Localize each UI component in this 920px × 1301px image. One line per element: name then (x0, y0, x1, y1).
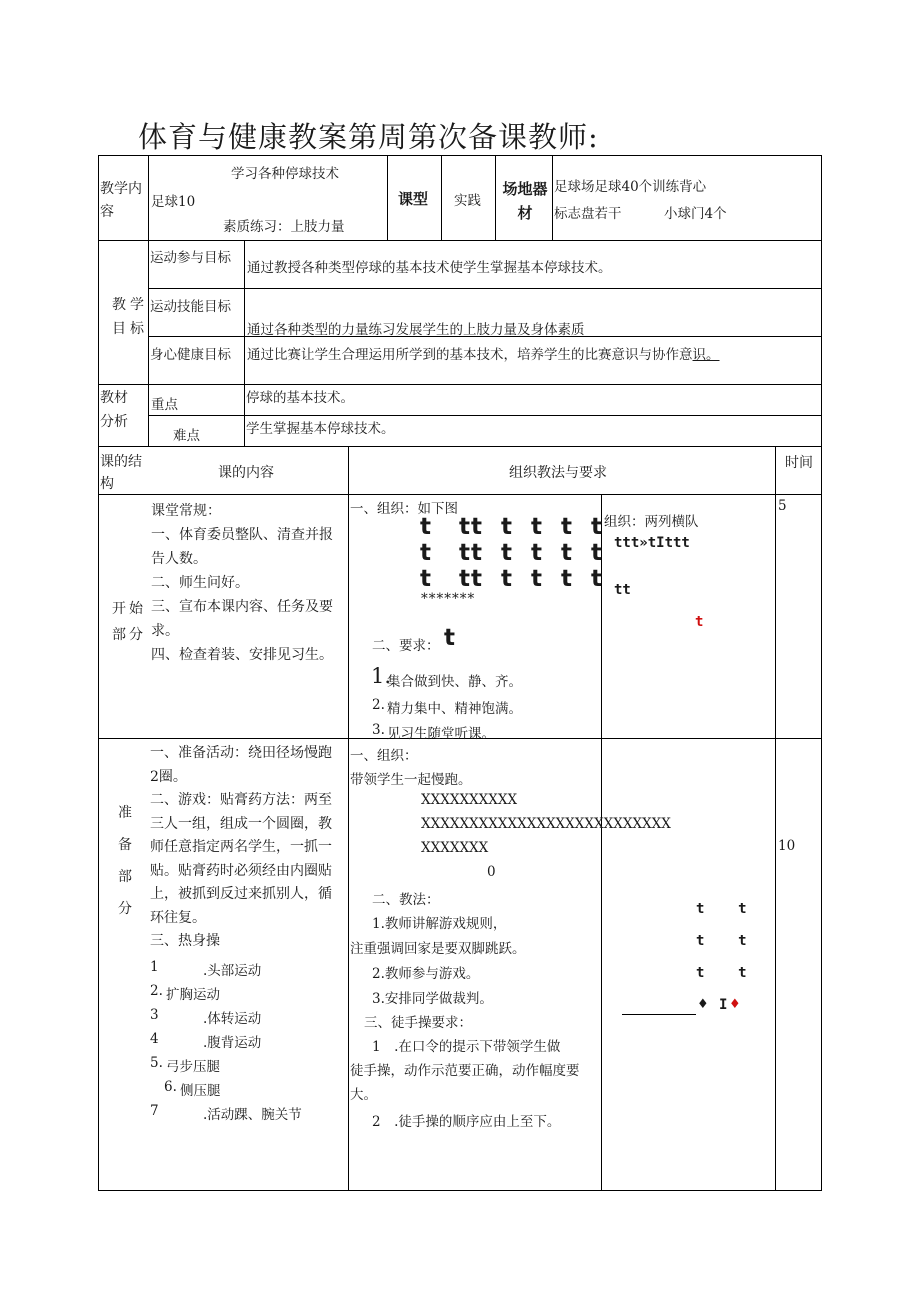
requirements-t: t (444, 625, 456, 651)
start-content-line: 课堂常规： (151, 503, 221, 519)
teach-line: 3.安排同学做裁判。 (372, 991, 493, 1007)
difficulty-label: 难点 (173, 428, 200, 444)
exercise-text: 扩胸运动 (166, 987, 220, 1003)
teach-line: 注重强调回家是要双脚跳跃。 (350, 941, 526, 957)
exercise-text: .头部运动 (203, 963, 262, 979)
col-content: 课的内容 (218, 465, 274, 481)
difficulty-text: 学生掌握基本停球技术。 (246, 421, 395, 437)
start-org-title: 一、组织：如下图 (350, 501, 458, 517)
goal-text-skill: 通过各种类型的力量练习发展学生的上肢力量及身体素质 (247, 322, 585, 338)
formation-row: t tt t t t t (420, 540, 604, 566)
exercise-text: 弓步压腿 (166, 1059, 220, 1075)
prep-content-line: 三人一组，组成一个圆圈，教 (150, 815, 332, 832)
type-value: 实践 (454, 193, 481, 209)
col-time: 时间 (785, 455, 813, 471)
exercise-num: 4 (150, 1031, 159, 1047)
prep-content-line: 2圈。 (150, 768, 187, 785)
start-side-teacher: t (695, 614, 704, 630)
x-row: XXXXXXXXXX (421, 792, 518, 808)
start-content (151, 499, 347, 667)
exercise-text: .活动踝、腕关节 (203, 1107, 302, 1123)
prep-label-char: 备 (118, 837, 132, 853)
prep-content-line: 环往复。 (150, 909, 206, 926)
prep-content-line: 一、准备活动：绕田径场慢跑 (150, 745, 332, 761)
goals-label: 教学目标 (112, 297, 148, 337)
x-row: XXXXXXXXXXXXXXXXXXXXXXXXXX (421, 816, 671, 832)
start-content-line: 二、师生问好。 (151, 575, 249, 591)
diamond-icon: ♦ (697, 997, 709, 1012)
start-side-title: 组织：两列横队 (604, 514, 699, 530)
prep-part-label (115, 797, 135, 925)
exercise-num: 7 (150, 1103, 159, 1119)
hand-line: 大。 (350, 1087, 377, 1103)
key-point-text: 停球的基本技术。 (246, 390, 354, 406)
prep-content-line: 三、热身操 (150, 933, 220, 949)
teach-title: 二、教法： (372, 892, 440, 908)
prep-org-desc: 带领学生一起慢跑。 (350, 772, 472, 788)
goal-text-participation: 通过教授各种类型停球的基本技术使学生掌握基本停球技术。 (247, 260, 612, 276)
page-title: 体育与健康教案第周第次备课教师: (138, 120, 599, 154)
side-line (622, 1014, 696, 1015)
exercise-num: 5. (150, 1055, 163, 1071)
prep-content-line: 二、游戏：贴膏药方法：两至 (150, 792, 332, 808)
prep-content-line: 贴。贴膏药时必须经由内圈贴 (150, 862, 332, 879)
lesson-fitness: 素质练习：上肢力量 (223, 219, 345, 235)
venue-label: 场地器材 (502, 180, 548, 222)
analysis-label: 教材分析 (100, 390, 128, 430)
requirements-label: 二、要求： (372, 638, 440, 654)
prep-org-title: 一、组织： (350, 748, 418, 764)
start-side-row: ttt»tIttt (614, 535, 690, 551)
teacher-zero: 0 (487, 864, 496, 880)
req-num: 1. (371, 664, 392, 688)
goal-name-skill: 运动技能目标 (150, 299, 231, 315)
start-part-label: 开始部分 (112, 601, 146, 643)
formation-row: t tt t t t t (420, 566, 604, 592)
start-content-line: 求。 (151, 623, 179, 639)
side-pair: t t (696, 933, 747, 949)
hand-line: 徒手操，动作示范要正确，动作幅度要 (350, 1063, 580, 1079)
exercise-text: .体转运动 (203, 1011, 262, 1027)
prep-content-line: 师任意指定两名学生，一抓一 (150, 839, 332, 855)
teach-line: 2.教师参与游戏。 (372, 966, 480, 982)
start-content-line: 三、宣布本课内容、任务及要 (151, 599, 333, 615)
goal-name-health: 身心健康目标 (150, 347, 231, 363)
req-num: 3. (372, 722, 385, 738)
exercise-num: 1 (150, 959, 159, 975)
side-i: I (719, 997, 728, 1013)
prep-content-line: 上，被抓到反过来抓别人，循 (150, 886, 332, 902)
prep-content (150, 742, 347, 954)
req-item: 集合做到快、静、齐。 (387, 674, 522, 690)
hand-title: 三、徒手操要求： (364, 1015, 472, 1031)
side-pair: t t (696, 901, 747, 917)
col-structure: 课的结构 (100, 454, 142, 492)
prep-time: 10 (778, 838, 796, 854)
prep-label-char: 部 (118, 869, 132, 885)
start-side-row: tt (614, 582, 631, 598)
hand-line: 1 .在口令的提示下带领学生做 (372, 1039, 561, 1055)
venue-line-3: 小球门4个 (664, 206, 727, 222)
formation-row: t tt t t t t (420, 514, 604, 540)
col-method: 组织教法与要求 (509, 465, 607, 481)
req-item: 精力集中、精神饱满。 (387, 701, 522, 717)
exercise-text: .腹背运动 (203, 1035, 262, 1051)
lesson-topic: 学习各种停球技术 (231, 166, 339, 182)
x-row: XXXXXXX (421, 840, 489, 856)
red-diamond-icon: ♦ (729, 997, 741, 1012)
exercise-num: 3 (150, 1007, 159, 1023)
goal-name-participation: 运动参与目标 (150, 250, 231, 266)
prep-label-char: 准 (118, 805, 132, 821)
exercise-num: 6. (164, 1079, 177, 1095)
teacher-stars: ******* (421, 591, 476, 607)
header-label-content: 教学内容 (100, 181, 142, 220)
start-content-line: 告人数。 (151, 551, 207, 567)
key-point-label: 重点 (151, 397, 178, 413)
prep-label-char: 分 (118, 901, 132, 917)
start-time: 5 (778, 498, 787, 514)
teach-line: 1.教师讲解游戏规则， (372, 916, 507, 932)
lesson-subject: 足球10 (151, 194, 196, 210)
hand-line: 2 .徒手操的顺序应由上至下。 (372, 1114, 561, 1130)
start-content-line: 一、体育委员整队、清查并报 (151, 527, 333, 543)
start-content-line: 四、检查着装、安排见习生。 (151, 647, 333, 663)
req-num: 2. (372, 697, 385, 713)
exercise-text: 侧压腿 (180, 1083, 221, 1099)
venue-line-1: 足球场足球40个训练背心 (554, 179, 707, 195)
req-item: 见习生随堂听课。 (387, 726, 495, 742)
venue-line-2: 标志盘若干 (554, 206, 622, 222)
side-pair: t t (696, 965, 747, 981)
type-label: 课型 (398, 190, 429, 208)
exercise-num: 2. (150, 983, 163, 999)
goal-text-health: 通过比赛让学生合理运用所学到的基本技术，培养学生的比赛意识与协作意识。 (247, 347, 720, 363)
